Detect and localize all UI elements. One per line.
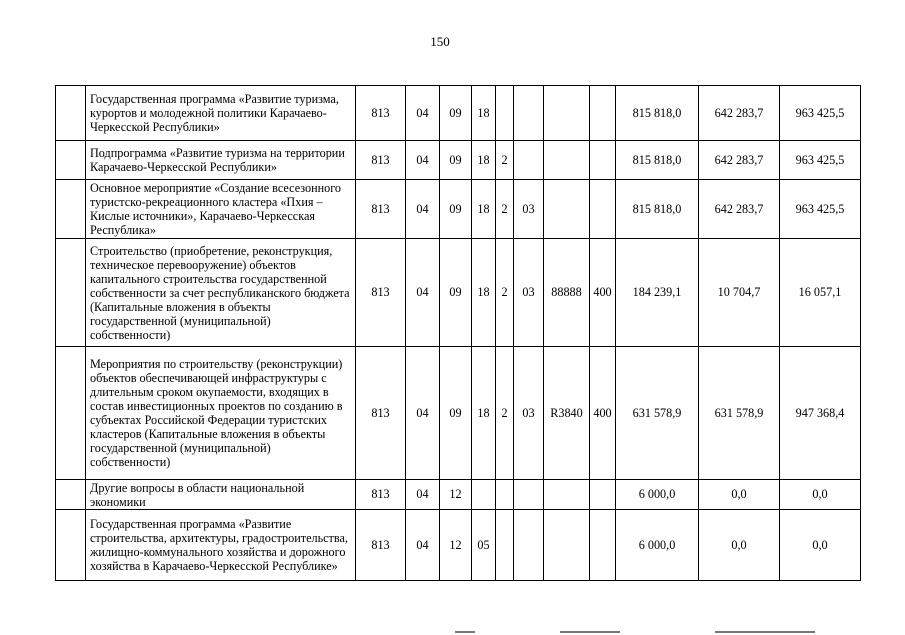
row-name: Другие вопросы в области национальной экономики bbox=[86, 480, 356, 510]
cell-v1: 6 000,0 bbox=[616, 480, 699, 510]
scan-artifact bbox=[715, 631, 815, 633]
cell-c2: 04 bbox=[406, 86, 440, 141]
cell-c2: 04 bbox=[406, 180, 440, 239]
cell-c4: 18 bbox=[472, 239, 496, 347]
cell-c1: 813 bbox=[356, 347, 406, 480]
cell-c7 bbox=[544, 480, 590, 510]
cell-c8 bbox=[590, 480, 616, 510]
cell-c1: 813 bbox=[356, 141, 406, 180]
table-row bbox=[56, 180, 861, 239]
row-index-cell bbox=[56, 510, 86, 581]
row-index-cell bbox=[56, 86, 86, 141]
row-name: Государственная программа «Развитие строительства, архитектуры, градостроительства, жилищно-коммунального хозяйства и дорожного хозяйства в Карачаево-Черкесской Республике» bbox=[86, 510, 356, 581]
table-row bbox=[56, 141, 861, 180]
cell-v3: 0,0 bbox=[780, 480, 861, 510]
cell-c5 bbox=[496, 510, 514, 581]
table-row bbox=[56, 86, 861, 141]
cell-c7 bbox=[544, 141, 590, 180]
cell-v1: 815 818,0 bbox=[616, 180, 699, 239]
row-index-cell bbox=[56, 180, 86, 239]
cell-c8 bbox=[590, 510, 616, 581]
cell-c8: 400 bbox=[590, 347, 616, 480]
row-index-cell bbox=[56, 347, 86, 480]
cell-c4: 18 bbox=[472, 180, 496, 239]
cell-c6 bbox=[514, 86, 544, 141]
row-name: Подпрограмма «Развитие туризма на территории Карачаево-Черкесской Республики» bbox=[86, 141, 356, 180]
cell-v3: 16 057,1 bbox=[780, 239, 861, 347]
cell-c2: 04 bbox=[406, 480, 440, 510]
cell-c5: 2 bbox=[496, 347, 514, 480]
cell-c7 bbox=[544, 510, 590, 581]
cell-c4: 18 bbox=[472, 141, 496, 180]
cell-v2: 0,0 bbox=[699, 480, 780, 510]
cell-c3: 09 bbox=[440, 347, 472, 480]
row-index-cell bbox=[56, 239, 86, 347]
cell-v3: 963 425,5 bbox=[780, 86, 861, 141]
cell-v1: 6 000,0 bbox=[616, 510, 699, 581]
row-name: Строительство (приобретение, реконструкция, техническое перевооружение) объектов капитального строительства государственной собственности за счет республиканского бюджета (Капитальные вложения в объекты государственной (муниципальной) собственности) bbox=[86, 239, 356, 347]
cell-c3: 12 bbox=[440, 480, 472, 510]
cell-v2: 642 283,7 bbox=[699, 86, 780, 141]
cell-v3: 0,0 bbox=[780, 510, 861, 581]
cell-c1: 813 bbox=[356, 510, 406, 581]
cell-c3: 09 bbox=[440, 180, 472, 239]
cell-c4: 05 bbox=[472, 510, 496, 581]
cell-c7: R3840 bbox=[544, 347, 590, 480]
cell-v2: 631 578,9 bbox=[699, 347, 780, 480]
cell-c5 bbox=[496, 480, 514, 510]
row-index-cell bbox=[56, 480, 86, 510]
cell-c1: 813 bbox=[356, 480, 406, 510]
cell-c6 bbox=[514, 480, 544, 510]
cell-c2: 04 bbox=[406, 239, 440, 347]
cell-v1: 184 239,1 bbox=[616, 239, 699, 347]
cell-c3: 09 bbox=[440, 141, 472, 180]
row-name: Государственная программа «Развитие туризма, курортов и молодежной политики Карачаево-Черкесской Республики» bbox=[86, 86, 356, 141]
cell-c7 bbox=[544, 180, 590, 239]
cell-c6: 03 bbox=[514, 239, 544, 347]
cell-c3: 09 bbox=[440, 86, 472, 141]
row-name: Мероприятия по строительству (реконструкции) объектов обеспечивающей инфраструктуры с длительным сроком окупаемости, входящих в состав инвестиционных проектов по созданию в субъектах Российской Федерации туристских кластеров (Капитальные вложения в объекты государственной (муниципальной) собственности) bbox=[86, 347, 356, 480]
scan-artifact bbox=[455, 631, 475, 633]
cell-c2: 04 bbox=[406, 347, 440, 480]
cell-c6 bbox=[514, 510, 544, 581]
table-row bbox=[56, 239, 861, 347]
cell-c5: 2 bbox=[496, 239, 514, 347]
cell-c8: 400 bbox=[590, 239, 616, 347]
cell-c1: 813 bbox=[356, 239, 406, 347]
cell-v1: 631 578,9 bbox=[616, 347, 699, 480]
cell-c1: 813 bbox=[356, 180, 406, 239]
cell-c7 bbox=[544, 86, 590, 141]
scan-artifact bbox=[560, 631, 620, 633]
table-row bbox=[56, 347, 861, 480]
cell-v2: 642 283,7 bbox=[699, 180, 780, 239]
budget-table bbox=[55, 85, 861, 581]
cell-v2: 642 283,7 bbox=[699, 141, 780, 180]
cell-c3: 12 bbox=[440, 510, 472, 581]
cell-c2: 04 bbox=[406, 510, 440, 581]
table-row bbox=[56, 510, 861, 581]
cell-v2: 0,0 bbox=[699, 510, 780, 581]
cell-c6: 03 bbox=[514, 180, 544, 239]
cell-c8 bbox=[590, 141, 616, 180]
row-name: Основное мероприятие «Создание всесезонного туристско-рекреационного кластера «Пхия – Кислые источники», Карачаево-Черкесская Республика» bbox=[86, 180, 356, 239]
cell-v2: 10 704,7 bbox=[699, 239, 780, 347]
cell-c6 bbox=[514, 141, 544, 180]
cell-c6: 03 bbox=[514, 347, 544, 480]
page-number: 150 bbox=[430, 34, 450, 49]
cell-v3: 963 425,5 bbox=[780, 180, 861, 239]
cell-c4: 18 bbox=[472, 347, 496, 480]
cell-c8 bbox=[590, 180, 616, 239]
cell-c2: 04 bbox=[406, 141, 440, 180]
cell-v3: 963 425,5 bbox=[780, 141, 861, 180]
cell-c5: 2 bbox=[496, 180, 514, 239]
cell-v1: 815 818,0 bbox=[616, 141, 699, 180]
cell-c5 bbox=[496, 86, 514, 141]
cell-c7: 88888 bbox=[544, 239, 590, 347]
row-index-cell bbox=[56, 141, 86, 180]
cell-c4 bbox=[472, 480, 496, 510]
cell-c1: 813 bbox=[356, 86, 406, 141]
cell-v3: 947 368,4 bbox=[780, 347, 861, 480]
cell-c8 bbox=[590, 86, 616, 141]
table-row bbox=[56, 480, 861, 510]
cell-v1: 815 818,0 bbox=[616, 86, 699, 141]
cell-c3: 09 bbox=[440, 239, 472, 347]
cell-c4: 18 bbox=[472, 86, 496, 141]
cell-c5: 2 bbox=[496, 141, 514, 180]
